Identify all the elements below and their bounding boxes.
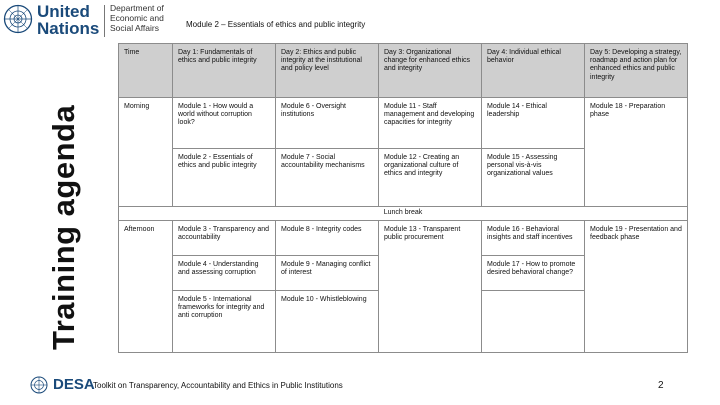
table-cell: Module 19 - Presentation and feedback phase bbox=[585, 221, 688, 353]
table-cell: Module 10 - Whistleblowing bbox=[276, 291, 379, 353]
header-cell-time: Time bbox=[119, 44, 173, 98]
table-cell: Module 2 - Essentials of ethics and public integrity bbox=[173, 149, 276, 207]
header-cell-day3: Day 3: Organizational change for enhanced ethics and integrity bbox=[379, 44, 482, 98]
table-cell: Module 11 - Staff management and developing capacities for integrity bbox=[379, 98, 482, 149]
un-emblem-icon bbox=[3, 4, 33, 34]
footer-text: Toolkit on Transparency, Accountability and Ethics in Public Institutions bbox=[93, 381, 343, 390]
table-cell: Module 7 - Social accountability mechanisms bbox=[276, 149, 379, 207]
desa-emblem-icon bbox=[30, 376, 48, 394]
un-wordmark: United Nations bbox=[37, 2, 100, 38]
table-cell: Module 9 - Managing conflict of interest bbox=[276, 256, 379, 291]
table-cell: Module 5 - International frameworks for integrity and anti corruption bbox=[173, 291, 276, 353]
table-cell: Module 1 - How would a world without corruption look? bbox=[173, 98, 276, 149]
department-name bbox=[110, 3, 164, 33]
desa-wordmark: DESA bbox=[53, 376, 95, 393]
un-logo bbox=[3, 2, 103, 40]
lunch-row bbox=[119, 207, 688, 221]
training-agenda-title: Training agenda bbox=[46, 104, 81, 350]
header-cell-day2: Day 2: Ethics and public integrity at the institutional and policy level bbox=[276, 44, 379, 98]
afternoon-row-1 bbox=[119, 221, 688, 256]
header-cell-day5: Day 5: Developing a strategy, roadmap and action plan for enhanced ethics and public integrity bbox=[585, 44, 688, 98]
afternoon-label: Afternoon bbox=[119, 221, 173, 353]
logo-divider bbox=[104, 5, 105, 37]
header-cell-day1: Day 1: Fundamentals of ethics and public integrity bbox=[173, 44, 276, 98]
module-title: Module 2 – Essentials of ethics and public integrity bbox=[186, 20, 366, 29]
page-number: 2 bbox=[658, 380, 664, 391]
table-cell: Module 15 - Assessing personal vis-à-vis organizational values bbox=[482, 149, 585, 207]
dept-line-1: Department of bbox=[110, 3, 164, 13]
lunch-break-cell: Lunch break bbox=[119, 207, 688, 221]
table-cell: Module 18 - Preparation phase bbox=[585, 98, 688, 207]
dept-line-3: Social Affairs bbox=[110, 23, 159, 33]
agenda-table bbox=[118, 43, 688, 353]
table-cell: Module 13 - Transparent public procurement bbox=[379, 221, 482, 353]
morning-row-1 bbox=[119, 98, 688, 149]
table-cell: Module 3 - Transparency and accountability bbox=[173, 221, 276, 256]
header-cell-day4: Day 4: Individual ethical behavior bbox=[482, 44, 585, 98]
table-cell: Module 17 - How to promote desired behavioral change? bbox=[482, 256, 585, 291]
table-cell: Module 14 - Ethical leadership bbox=[482, 98, 585, 149]
table-cell: Module 6 - Oversight institutions bbox=[276, 98, 379, 149]
morning-label: Morning bbox=[119, 98, 173, 207]
table-cell: Module 4 - Understanding and assessing corruption bbox=[173, 256, 276, 291]
table-cell bbox=[482, 291, 585, 353]
table-cell: Module 12 - Creating an organizational culture of ethics and integrity bbox=[379, 149, 482, 207]
table-cell: Module 16 - Behavioral insights and staff incentives bbox=[482, 221, 585, 256]
header-row bbox=[119, 44, 688, 98]
dept-line-2: Economic and bbox=[110, 13, 164, 23]
table-cell: Module 8 - Integrity codes bbox=[276, 221, 379, 256]
